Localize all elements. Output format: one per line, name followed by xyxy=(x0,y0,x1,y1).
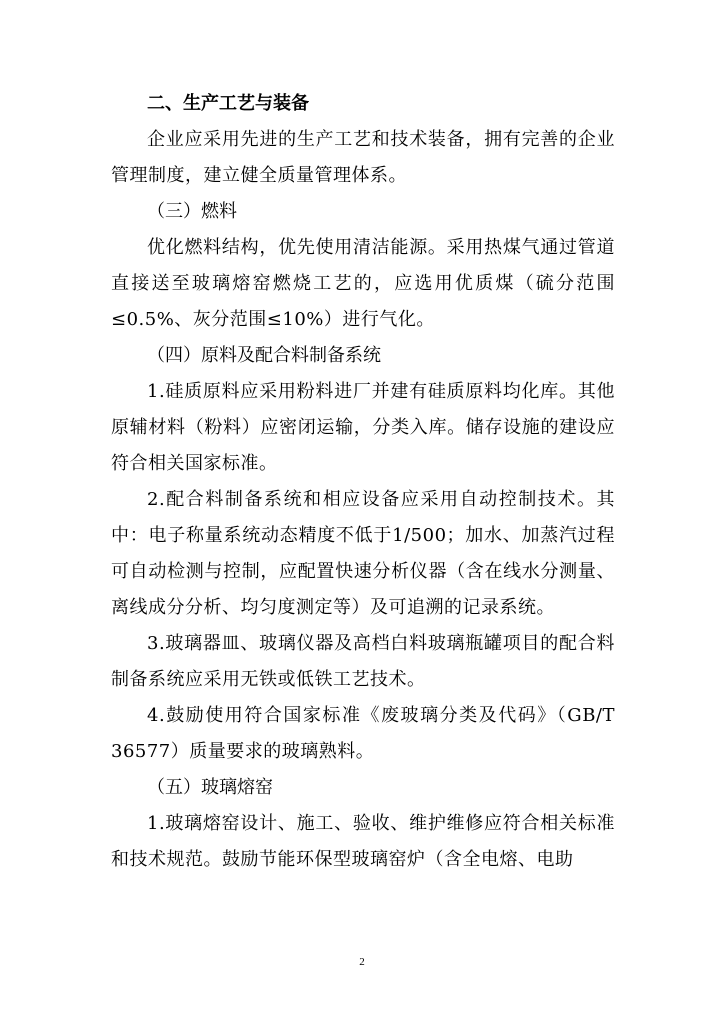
paragraph-item-4-cullet: 4.鼓励使用符合国家标准《废玻璃分类及代码》（GB/T 36577）质量要求的玻璃熟料。 xyxy=(111,705,615,762)
paragraph-fuel-structure: 优化燃料结构，优先使用清洁能源。采用热煤气通过管道直接送至玻璃熔窑燃烧工艺的，应选用优质煤（硫分范围≤0.5%、灰分范围≤10%）进行气化。 xyxy=(111,237,615,330)
paragraph-item-2-batch-system: 2.配合料制备系统和相应设备应采用自动控制技术。其中：电子称量系统动态精度不低于1/500；加水、加蒸汽过程可自动检测与控制，应配置快速分析仪器（含在线水分测量、离线成分分析、均匀度测定等）及可追溯的记录系统。 xyxy=(111,489,615,618)
paragraph-furnace-item-1: 1.玻璃熔窑设计、施工、验收、维护维修应符合相关标准和技术规范。鼓励节能环保型玻璃窑炉（含全电熔、电助 xyxy=(111,813,615,870)
document-page xyxy=(111,86,615,878)
paragraph-item-3-iron-free: 3.玻璃器皿、玻璃仪器及高档白料玻璃瓶罐项目的配合料制备系统应采用无铁或低铁工艺技术。 xyxy=(111,633,615,690)
subheading-raw-materials: （四）原料及配合料制备系统 xyxy=(147,345,381,366)
subheading-fuel: （三）燃料 xyxy=(147,201,237,222)
subheading-glass-furnace: （五）玻璃熔窑 xyxy=(147,777,273,798)
paragraph-item-1-silica: 1.硅质原料应采用粉料进厂并建有硅质原料均化库。其他原辅材料（粉料）应密闭运输，分类入库。储存设施的建设应符合相关国家标准。 xyxy=(111,381,615,474)
paragraph-enterprise-requirements: 企业应采用先进的生产工艺和技术装备，拥有完善的企业管理制度，建立健全质量管理体系。 xyxy=(111,129,615,186)
section-heading: 二、生产工艺与装备 xyxy=(147,93,309,114)
page-number: 2 xyxy=(359,956,365,968)
